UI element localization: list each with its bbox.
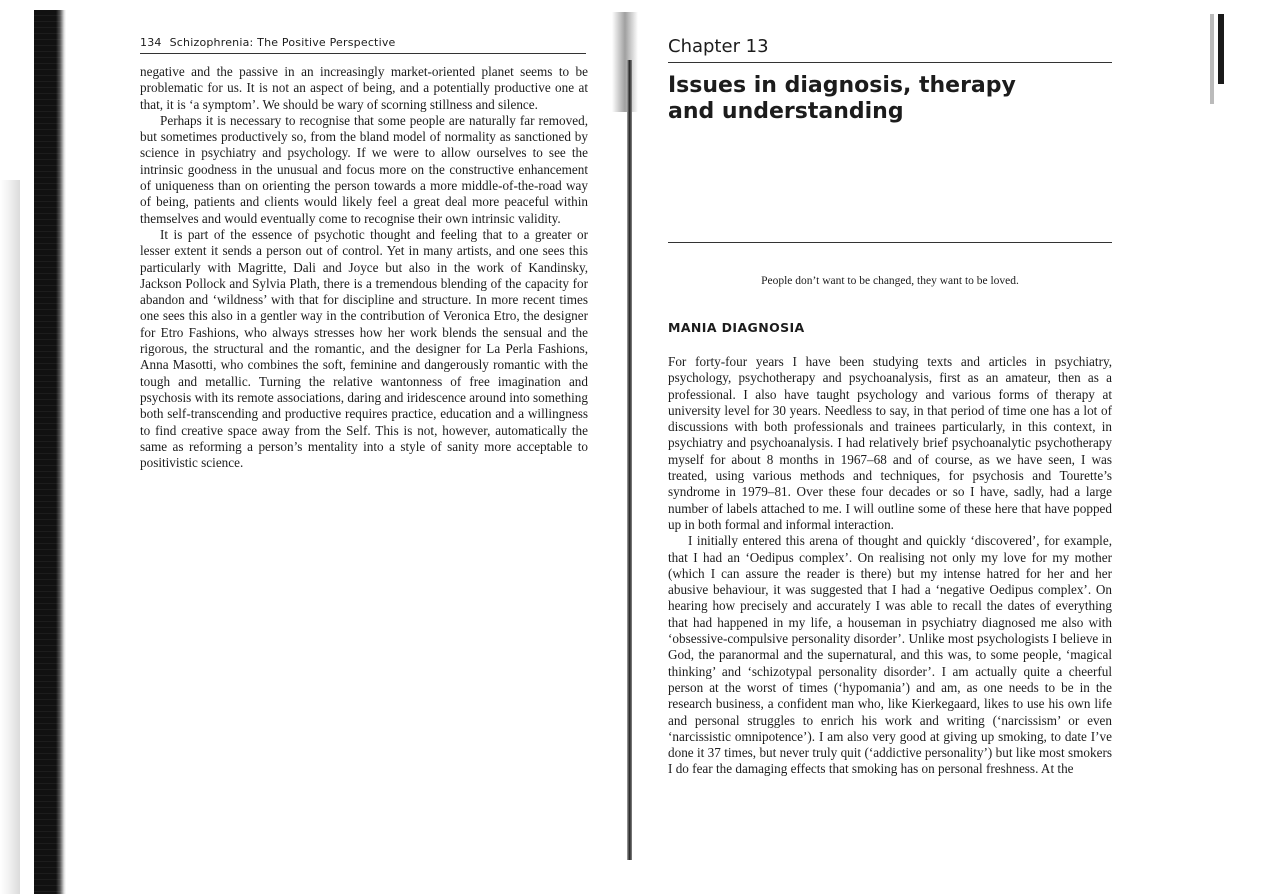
book-gutter bbox=[627, 60, 632, 860]
book-binding-right bbox=[1218, 14, 1224, 84]
running-head bbox=[140, 36, 586, 54]
right-page bbox=[668, 36, 1112, 777]
paragraph: I initially entered this arena of thought and quickly ‘discovered’, for example, that I had an ‘Oedipus complex’. On realising not only my love for my mother (which I can assure the reader is there) but my intense hatred for her and her abusive behaviour, it was suggested that I had a ‘negative Oedipus complex’. On hearing how precisely and accurately I was able to recall the dates of everything that had happened in my life, a houseman in psychiatry diagnosed me also with ‘obsessive-compulsive personality disorder’. Unlike most psychologists I believe in God, the paranormal and the supernatural, and this was, to some people, ‘magical thinking’ and ‘schizotypal personality disorder’. I am actually quite a cheerful person at the worst of times (‘hypomania’) and am, as one needs to be in the research business, a confident man who, like Kierkegaard, likes to use his own life and personal struggles to enrich his work and writing (‘narcissism’ or even ‘narcissistic omnipotence’). I am also very good at giving up smoking, to date I’ve done it 37 times, but never truly quit (‘addictive personality’) but like most smokers I do fear the damaging effects that smoking has on personal freshness. At the bbox=[668, 533, 1112, 777]
running-head-title: Schizophrenia: The Positive Perspective bbox=[169, 36, 396, 49]
section-heading: MANIA DIAGNOSIA bbox=[668, 320, 805, 335]
paragraph: negative and the passive in an increasingly market-oriented planet seems to be problematic for us. It is not an aspect of being, and a potentially productive one at that, it is ‘a symptom’. We should be wary of scorning stillness and silence. bbox=[140, 64, 588, 112]
book-gutter-shadow bbox=[612, 12, 638, 112]
paragraph: Perhaps it is necessary to recognise that some people are naturally far removed, but sometimes productively so, from the bland model of normality as sanctioned by science in psychiatry and psychology. If we were to allow ourselves to see the intrinsic goodness in the unusual and focus more on the constructive enhancement of uniqueness than on orienting the person towards a more middle-of-the-road way of being, patients and clients would likely feel a great deal more peaceful within themselves and would eventually come to recognise their own intrinsic validity. bbox=[140, 112, 588, 226]
page-number: 134 bbox=[140, 36, 162, 49]
left-page-body bbox=[140, 64, 588, 471]
epigraph: People don’t want to be changed, they want to be loved. bbox=[761, 275, 1019, 287]
page-edge-shadow-left bbox=[0, 180, 20, 894]
chapter-title-line: and understanding bbox=[668, 99, 904, 124]
left-page bbox=[140, 36, 588, 471]
chapter-label: Chapter 13 bbox=[668, 36, 1112, 63]
book-binding-left bbox=[34, 10, 66, 894]
paragraph: It is part of the essence of psychotic thought and feeling that to a greater or lesser extent it sends a person out of control. Yet in many artists, and one sees this particularly with Magritte, Dali and Joyce but also in the work of Kandinsky, Jackson Pollock and Sylvia Plath, there is a tremendous blending of the capacity for abandon and ‘wildness’ with that for discipline and structure. In more recent times one sees this also in a gentler way in the contribution of Veronica Etro, the designer for Etro Fashions, who always stresses how her work blends the sensual and the rigorous, the structural and the romantic, and the designer for La Perla Fashions, Anna Masotti, who combines the soft, feminine and dangerously romantic with the tough and metallic. Turning the relative wantonness of free imagination and psychosis with its remote associations, daring and iridescence around into something both self-transcending and productive requires practice, education and a willingness to find creative space away from the Self. This is not, however, automatically the same as reforming a person’s mentality into a style of sanity more acceptable to positivistic science. bbox=[140, 226, 588, 471]
paragraph: For forty-four years I have been studying texts and articles in psychiatry, psychology, psychotherapy and psychoanalysis, first as an amateur, then as a professional. I also have taught psychology and various forms of therapy at university level for 30 years. Needless to say, in that period of time one has a lot of discussions with both professionals and trainees particularly, in this context, in psychiatry and psychoanalysis. I had relatively brief psychoanalytic psychotherapy myself for about 8 months in 1967–68 and of course, as we have seen, I was treated, using various methods and techniques, for psychosis and Tourette’s syndrome in 1979–81. Over these four decades or so I have, sadly, had a large number of labels attached to me. I will outline some of these here that have popped up in both formal and informal interaction. bbox=[668, 354, 1112, 532]
page-edge-right bbox=[1210, 14, 1214, 104]
chapter-title-line: Issues in diagnosis, therapy bbox=[668, 73, 1016, 98]
divider bbox=[668, 242, 1112, 243]
chapter-title bbox=[668, 73, 1112, 125]
right-page-body bbox=[668, 354, 1112, 778]
